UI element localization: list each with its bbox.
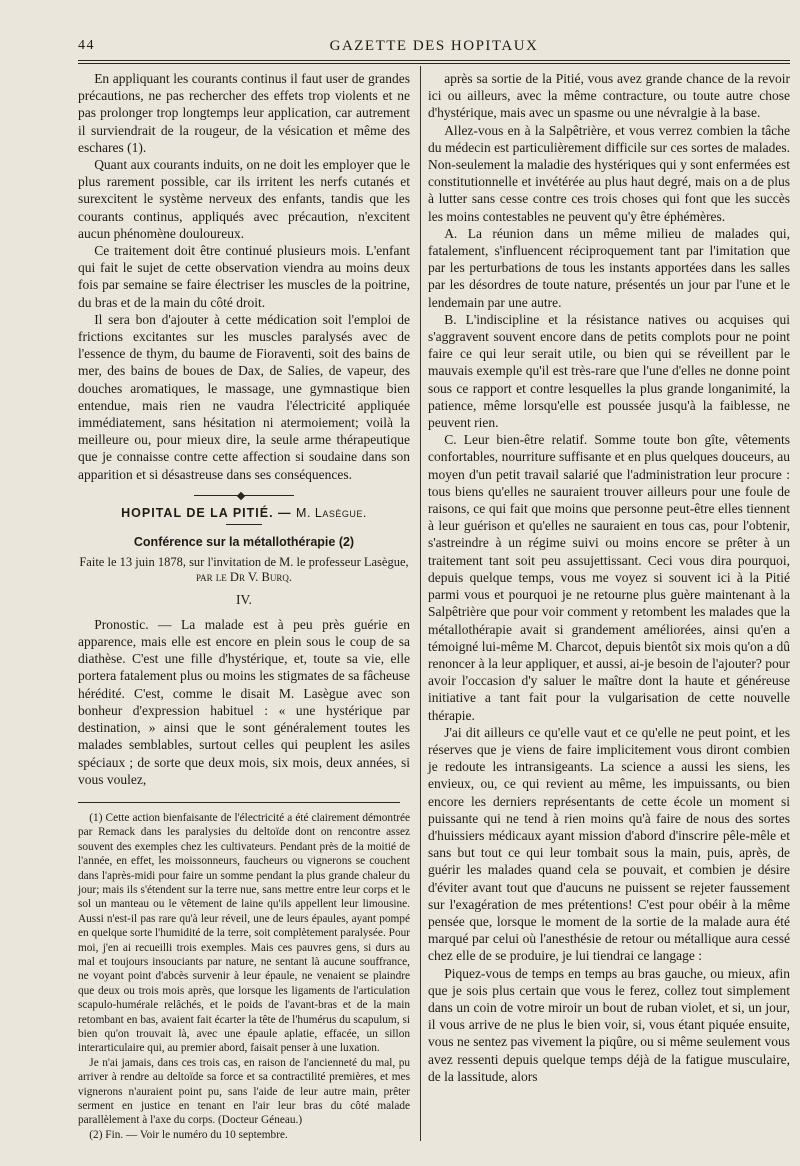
paragraph: Il sera bon d'ajouter à cette médication soit l'emploi de frictions excitantes sur les muscles paralysés avec de l'essence de thym, du baume de Fioraventi, soit des bains de mer, des bains de boues de Dax, de Salies, de vapeur, des douches aromatiques, le massage, une gymnastique bien entendue, mais rien ne vaudra l'électricité appliquée immédiatement, sans hésitation ni atermoiement; voilà la meilleure ou, pour mieux dire, la seule arme thérapeutique que je connaisse contre cette affection si soudaine dans son apparition et si désastreuse dans ses conséquences. (78, 311, 410, 482)
page-number: 44 (78, 38, 95, 53)
section-author: M. Lasègue. (296, 505, 367, 520)
paragraph: Pronostic. — La malade est à peu près guérie en apparence, mais elle est encore en plein sous le coup de sa diathèse. C'est une fille d'hystérique, et, toute sa vie, elle portera fatalement plus ou moins les stigmates de sa fâcheuse hérédité. C'est, comme le disait M. Lasègue avec son bonheur d'expression habituel : « une hystérique par destination, » ainsi que le sont généralement toutes les malades semblables, surtout celles qui peuplent les asiles spéciaux ; de sorte que deux mois, six mois, deux années, si vous voulez, (78, 616, 410, 787)
paragraph: B. L'indiscipline et la résistance natives ou acquises qui s'aggravent souvent encore dans de petits complots pour ne point faire ce qui leur serait utile, ou bien qui se réveillent par le mauvais exemple qu'il est très-rare que l'une d'elles ne donne point sous ce rapport et contre lesquelles la plus grande longanimité, la patience, même lorsqu'elle est poussée jusqu'à la faiblesse, ne peuvent rien. (428, 311, 790, 431)
paragraph: En appliquant les courants continus il faut user de grandes précautions, ne pas rechercher des effets trop violents et ne pas prolonger trop longtemps leur application, car autrement il surviendrait de la rougeur, de la vésication et même des eschares (1). (78, 71, 410, 155)
footnote: (2) Fin. — Voir le numéro du 10 septembre. (89, 1128, 288, 1141)
header-rule-thin (78, 63, 790, 64)
conference-author: par le Dr V. Burq. (196, 570, 292, 585)
footnote: Je n'ai jamais, dans ces trois cas, en raison de l'ancienneté du mal, pu arriver à rendre au deltoïde sa force et sa contractilité premières, et mes vignerons n'auraient point pu, sans l'aide de leur autre main, prêter serment en justice en tenant en l'air leur bras du côté malade parallèlement à l'axe du corps. (Docteur Géneau.) (78, 1056, 410, 1127)
journal-title: GAZETTE DES HOPITAUX (329, 38, 539, 54)
paragraph: Ce traitement doit être continué plusieurs mois. L'enfant qui fait le sujet de cette observation viendra au moins deux fois par semaine se faire électriser les muscles de la poitrine, du bras et de la main du côté droit. (78, 243, 410, 310)
right-column (428, 70, 790, 1085)
footnote-rule (78, 802, 400, 803)
conference-date (78, 555, 410, 586)
footnote: (1) Cette action bienfaisante de l'électricité a été clairement démontrée par Remack dans les paralysies du deltoïde dont on rencontre assez souvent des exemples chez les cultivateurs. Pendant près de la moitié de l'année, en effet, les moissonneurs, faucheurs ou vignerons se couchent dans l'après-midi pour faire un somme pendant la plus grande chaleur du jour; mais ils s'étendent sur la terre nue, sans mettre entre leur corps et le sol un manteau ou le vêtement de laine qu'ils appellent leur limousine. Aussi n'est-il pas rare qu'à leur réveil, une de leurs épaules, ayant pompé en quelque sorte l'humidité de la terre, soit complètement paralysée. Pour moi, j'en ai recueilli trois exemples. Mais ces pauvres gens, si durs au mal et toujours insouciants par nature, ne sentant là aucune souffrance, ne voyant point d'abcès survenir à leur épaule, ne venaient se plaindre que deux ou trois mois après, que lorsque les ligaments de l'articulation scapulo-humérale relâchés, et le poids de l'avant-bras et de la main retombant en bas, avaient fait écarter la tête de l'humérus du scapulum, si bien qu'on trouvait là, avec une épaule aplatie, effacée, un sillon interarticulaire qui, au premier abord, faisait penser à une luxation. (78, 811, 410, 1055)
paragraph: Piquez-vous de temps en temps au bras gauche, ou mieux, afin que je sois plus certain que vous le ferez, collez tout simplement dans un coin de votre miroir un bout de ruban violet, et si, un jour, il vous arrive de ne plus le bien voir, si, vous étant piquée ensuite, vous ne sentez pas vivement la piqûre, ou si même seulement vous avez ressenti depuis quelque temps déjà de la fatigue musculaire, de la lassitude, alors (428, 965, 790, 1084)
section-separator (194, 495, 294, 496)
title-rule (226, 524, 262, 525)
footnotes (78, 811, 410, 1142)
paragraph: C. Leur bien-être relatif. Somme toute bon gîte, vêtements confortables, nourriture suffisante et en plus quelques douceurs, au moyen d'un petit travail salarié que l'administration leur procure : tous biens qu'elles ne sauraient trouver ailleurs pour une foule de raisons, ce qui fait que moins que personne peut-être elles tiennent à leur guérison et qu'elles ne sauraient en tous cas, pour l'obtenir, s'astreindre à un régime suivi ou moins encore se prêter à un traitement tant soit peu assujettissant. Ceci vous dira pourquoi, depuis quelque temps, vous me voyez si souvent ici à la Pitié parmi vous et pourquoi je ne retourne plus guère maintenant à la Salpêtrière que pour voir comment y retombent les malades que la métallothérapie avait si grandement améliorées, ainsi qu'en a témoigné lui-même M. Charcot, depuis bientôt six mois qu'on a dû renoncer à la leur appliquer, et aussi, ai-je besoin de l'ajouter? pour avoir l'occasion d'y saluer le maître dont la haute et généreuse initiative a tant fait pour la vulgarisation de cette nouvelle thérapie. (428, 432, 790, 723)
paragraph: après sa sortie de la Pitié, vous avez grande chance de la revoir ici ou ailleurs, avec la même contracture, ou toute autre chose d'hystérique, mais avec un spasme ou une névralgie à la base. (428, 71, 790, 121)
section-number: IV. (236, 591, 252, 607)
left-column (78, 70, 410, 1142)
conference-title: Conférence sur la métallothérapie (2) (133, 534, 355, 549)
page-header (78, 34, 790, 56)
hospital-name: HOPITAL DE LA PITIÉ. — (121, 505, 292, 520)
paragraph: Allez-vous en à la Salpêtrière, et vous verrez combien la tâche du médecin est particulièrement difficile sur ces sortes de malades. Non-seulement la maladie des hystériques qui y sont enfermées est constitutionnelle et invétérée au plus haut degré, mais on a de plus à lutter sans cesse contre ces trois choses qui font que les succès les moins contestables ne peuvent qu'y être éphémères. (428, 122, 790, 224)
column-separator (420, 66, 421, 1141)
section-title (78, 506, 410, 520)
paragraph: Quant aux courants induits, on ne doit les employer que le plus rarement possible, car ils irritent les nerfs cutanés et surexcitent le système nerveux des enfants, tandis que les courants continus, appliqués avec précaution, n'excitent aucun phénomène douloureux. (78, 157, 410, 241)
conference-date-line: Faite le 13 juin 1878, sur l'invitation de M. le professeur Lasègue, (79, 554, 409, 569)
paragraph: J'ai dit ailleurs ce qu'elle vaut et ce qu'elle ne peut point, et les réserves que je viens de faire implicitement vous diront combien je redoute les intransigeants. La science a aussi les siens, les envieux, ou, ce qui revient au même, les impuissants, ou bien encore les derniers représentants de cette école un moment si puissante qui ne tend à rien moins qu'à faire de nous des sortes d'huissiers médicaux ayant mission d'abord d'inscrire pêle-mêle et sans but tout ce qui leur tombait sous la main, puis, après, de guérir les malades quand cela se pouvait, et combien je désire d'éviter avant tout que d'aucuns ne puissent se rejeter faussement sur l'exagération de mes prétentions! C'est pour obéir à la même pensée que, lorsque le moment de la sortie de la malade aura été marqué par celui où l'anesthésie de retour ou métallique aura cessé chez elle de se produire, je lui tiendrai ce langage : (428, 724, 790, 964)
header-rule (78, 60, 790, 61)
paragraph: A. La réunion dans un même milieu de malades qui, fatalement, s'influencent réciproquement tant par l'imitation que par les perturbations de tous les instants apportées dans les salles par les désordres de toute nature, présentés un jour par l'une et le lendemain par une autre. (428, 225, 790, 310)
